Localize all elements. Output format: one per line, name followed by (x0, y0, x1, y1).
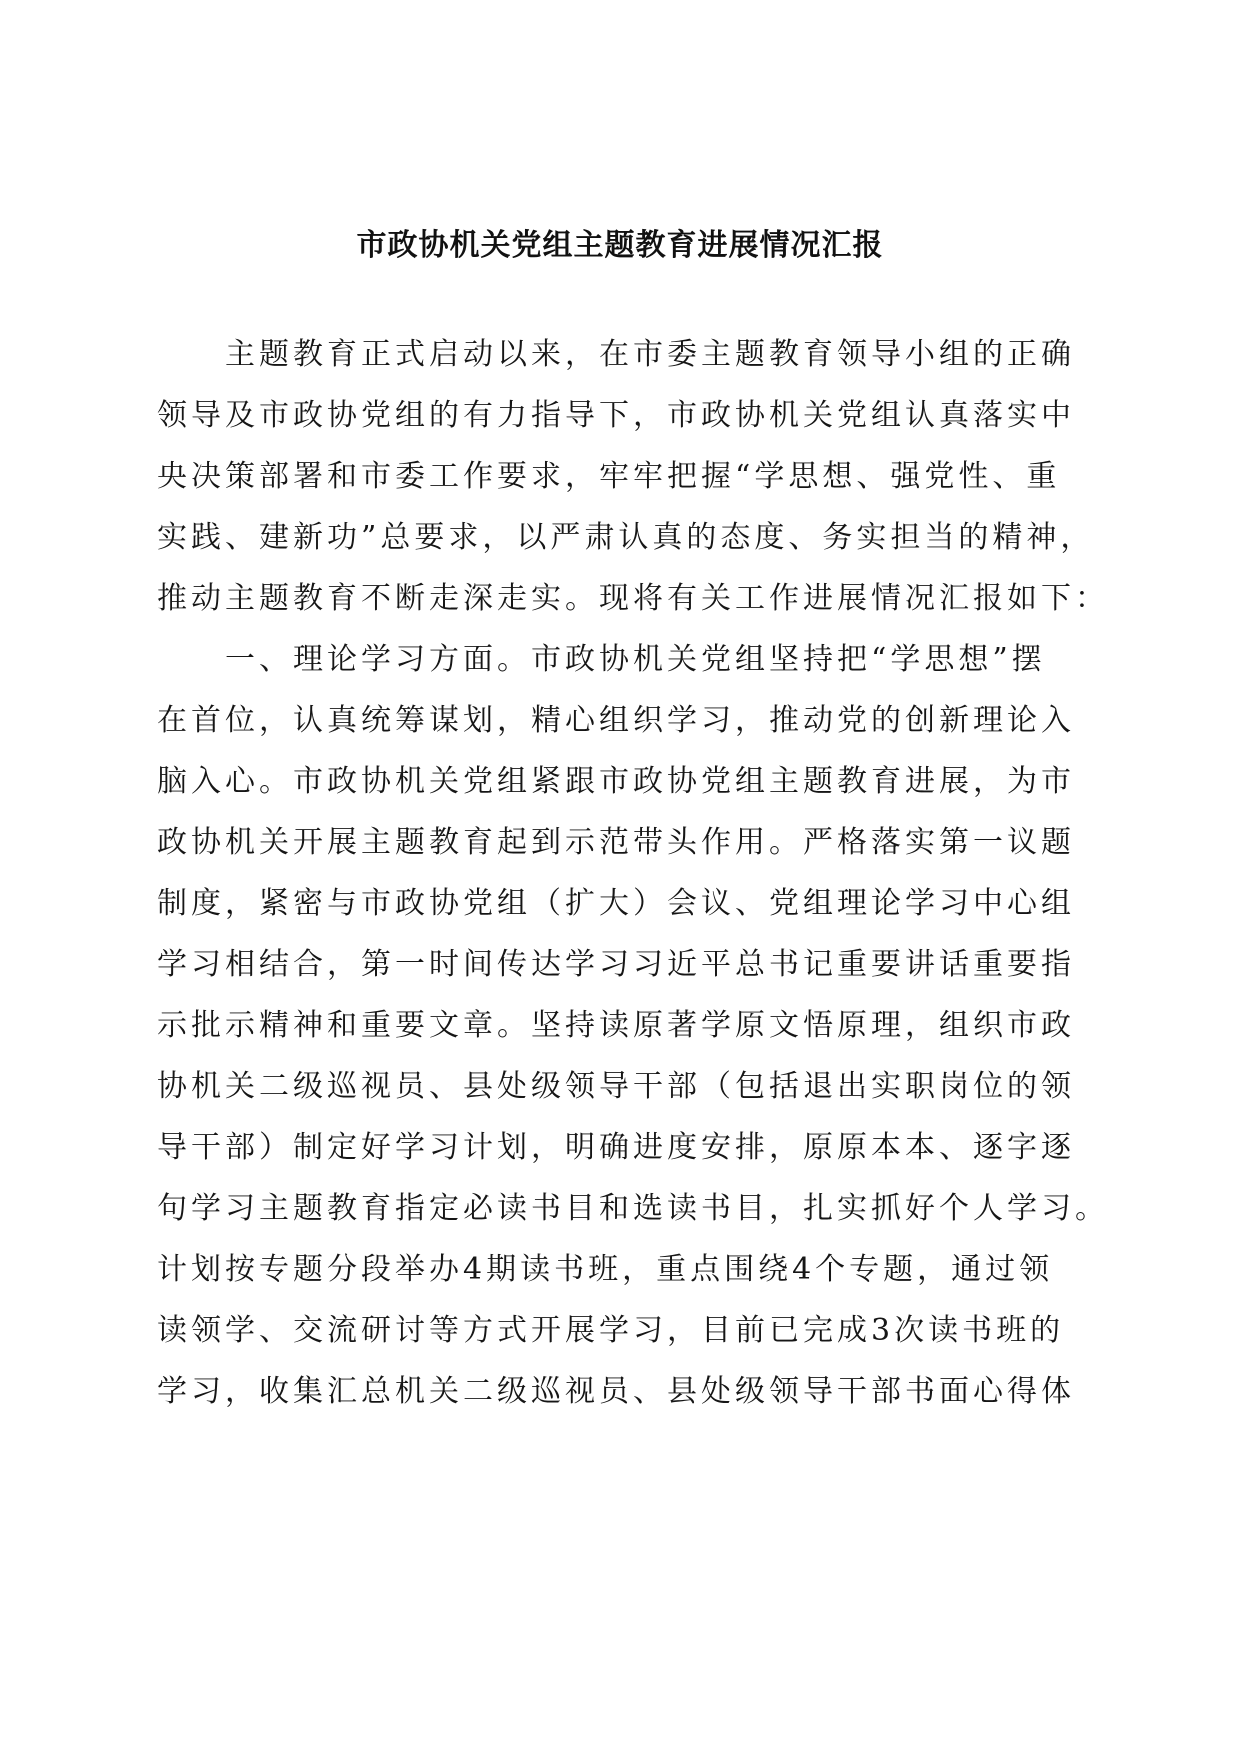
paragraph-line: 协机关二级巡视员、县处级领导干部（包括退出实职岗位的领 (157, 1069, 1075, 1104)
paragraph-line: 央决策部署和市委工作要求，牢牢把握“学思想、强党性、重 (157, 459, 1061, 494)
paragraph-line: 句学习主题教育指定必读书目和选读书目，扎实抓好个人学习。 (157, 1191, 1109, 1226)
paragraph-line: 领导及市政协党组的有力指导下，市政协机关党组认真落实中 (157, 398, 1075, 433)
paragraph-line: 计划按专题分段举办4期读书班，重点围绕4个专题，通过领 (157, 1252, 1054, 1287)
paragraph-line: 示批示精神和重要文章。坚持读原著学原文悟原理，组织市政 (157, 1008, 1075, 1043)
paragraph-line: 学习相结合，第一时间传达学习习近平总书记重要讲话重要指 (157, 947, 1075, 982)
paragraph-line: 政协机关开展主题教育起到示范带头作用。严格落实第一议题 (157, 825, 1075, 860)
paragraph-line: 学习，收集汇总机关二级巡视员、县处级领导干部书面心得体 (157, 1374, 1075, 1409)
paragraph-line: 脑入心。市政协机关党组紧跟市政协党组主题教育进展，为市 (157, 764, 1075, 799)
paragraph-line: 推动主题教育不断走深走实。现将有关工作进展情况汇报如下： (157, 581, 1109, 616)
paragraph-line: 主题教育正式启动以来，在市委主题教育领导小组的正确 (225, 337, 1075, 372)
paragraph-line: 读领学、交流研讨等方式开展学习，目前已完成3次读书班的 (157, 1313, 1065, 1348)
paragraph-line: 制度，紧密与市政协党组（扩大）会议、党组理论学习中心组 (157, 886, 1075, 921)
document-body (157, 324, 1109, 1422)
paragraph-line: 在首位，认真统筹谋划，精心组织学习，推动党的创新理论入 (157, 703, 1075, 738)
paragraph-line: 导干部）制定好学习计划，明确进度安排，原原本本、逐字逐 (157, 1130, 1075, 1165)
paragraph-line: 一、理论学习方面。市政协机关党组坚持把“学思想”摆 (225, 642, 1046, 677)
document-title: 市政协机关党组主题教育进展情况汇报 (356, 228, 884, 263)
paragraph-line: 实践、建新功”总要求，以严肃认真的态度、务实担当的精神， (157, 520, 1095, 555)
